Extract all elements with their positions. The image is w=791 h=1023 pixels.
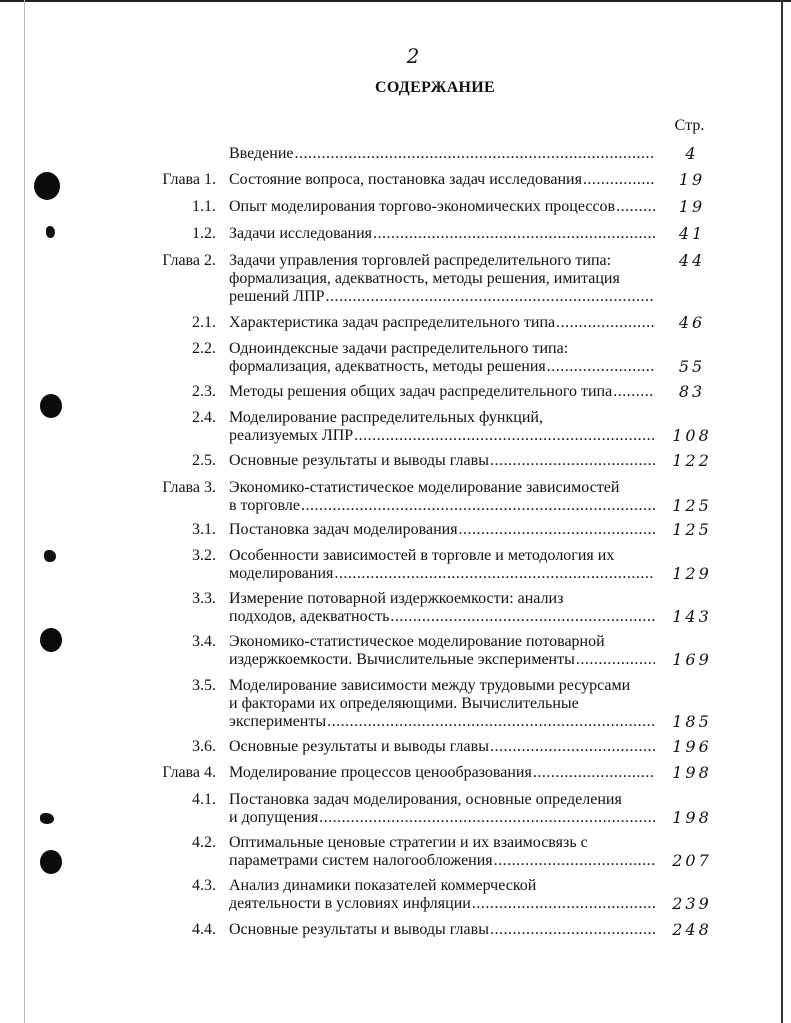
toc-entry-line (229, 791, 655, 809)
toc-entry-title: Постановка задач моделирования (229, 521, 458, 538)
toc-entry-number: Глава 1. (162, 171, 216, 188)
toc-entry-title: издержкоемкости. Вычислительные эксперименты (229, 651, 575, 668)
toc-entry-number: 4.2. (192, 834, 216, 851)
toc-entry-number: 3.3. (192, 590, 216, 607)
toc-entry-page: 196 (672, 737, 712, 756)
toc-entry-page: 46 (678, 313, 706, 332)
toc-entry-page: 207 (672, 851, 712, 870)
toc-entry-line (229, 288, 655, 306)
scan-edge-top (0, 0, 791, 2)
toc-entry-line (229, 225, 655, 243)
toc-entry-line (229, 921, 655, 939)
toc-entry-number: 2.3. (192, 383, 216, 400)
toc-entry-title: Характеристика задач распределительного типа (229, 314, 556, 331)
toc-entry-title: Экономико-статистическое моделирование потоварной (229, 633, 605, 650)
toc-entry-page: 239 (672, 894, 712, 913)
binder-hole-mark (40, 628, 62, 652)
dot-leader (533, 764, 655, 782)
toc-entry-title: параметрами систем налогообложения (229, 852, 493, 869)
toc-entry-title: Задачи управления торговлей распределительного типа: (229, 252, 612, 269)
toc-entry-title: Оптимальные ценовые стратегии и их взаимосвязь с (229, 834, 588, 851)
toc-entry-line (229, 314, 655, 332)
toc-entry-number: 4.4. (192, 921, 216, 938)
toc-entry-number: 1.1. (192, 198, 216, 215)
toc-entry-title: Опыт моделирования торгово-экономических процессов (229, 198, 616, 215)
toc-entry-page: 198 (672, 763, 712, 782)
toc-entry-number: 4.3. (192, 877, 216, 894)
dot-leader (576, 651, 655, 669)
toc-entry-line (229, 145, 655, 163)
page-title: СОДЕРЖАНИЕ (374, 79, 496, 96)
toc-entry-title: Моделирование процессов ценообразования (229, 764, 532, 781)
toc-entry-line (229, 427, 655, 445)
toc-entry-line (229, 852, 655, 870)
toc-entry-number: 1.2. (192, 225, 216, 242)
toc-entry-page: 44 (678, 251, 706, 270)
toc-entry-title: подходов, адекватность (229, 608, 390, 625)
toc-entry-number: 2.2. (192, 340, 216, 357)
toc-entry-page: 248 (672, 920, 712, 939)
toc-entry-page: 19 (678, 170, 706, 189)
toc-entry-title: Введение (229, 145, 294, 162)
toc-entry-title: решений ЛПР (229, 288, 325, 305)
dot-leader (613, 383, 655, 401)
toc-entry-line (229, 171, 655, 189)
toc-entry-line (229, 633, 655, 651)
toc-entry-title: формализация, адекватность, методы решения, имитация (229, 270, 620, 287)
dot-leader (556, 314, 655, 332)
toc-entry-line (229, 877, 655, 895)
toc-entry-number: 2.4. (192, 409, 216, 426)
dot-leader (494, 852, 655, 870)
page-column-header: Стр. (674, 117, 705, 134)
toc-entry-page: 4 (685, 144, 699, 163)
toc-entry-line (229, 834, 655, 852)
toc-entry-line (229, 738, 655, 756)
dot-leader (354, 427, 655, 445)
toc-entry-line (229, 895, 655, 913)
dot-leader (490, 738, 655, 756)
toc-entry-line (229, 521, 655, 539)
binder-hole-mark (34, 172, 60, 200)
toc-entry-title: Моделирование распределительных функций, (229, 409, 543, 426)
toc-entry-title: Методы решения общих задач распределительного типа (229, 383, 613, 400)
toc-entry-number: 3.6. (192, 738, 216, 755)
dot-leader (490, 452, 655, 470)
toc-entry-title: и факторами их определяющими. Вычислительные (229, 695, 579, 712)
toc-entry-line (229, 809, 655, 827)
toc-entry-number: 3.2. (192, 547, 216, 564)
toc-entry-line (229, 198, 655, 216)
toc-entry-page: 143 (672, 607, 712, 626)
toc-entry-title: в торговле (229, 497, 300, 514)
toc-entry-title: Основные результаты и выводы главы (229, 452, 489, 469)
toc-entry-title: Одноиндексные задачи распределительного типа: (229, 340, 569, 357)
binder-hole-mark (40, 850, 62, 874)
toc-entry-line (229, 479, 655, 497)
toc-entry-line (229, 565, 655, 583)
toc-entry-title: Основные результаты и выводы главы (229, 738, 489, 755)
page-number: 2 (406, 44, 420, 68)
dot-leader (319, 809, 655, 827)
toc-entry-page: 169 (672, 650, 712, 669)
dot-leader (490, 921, 655, 939)
toc-entry-number: 3.4. (192, 633, 216, 650)
toc-entry-title: Основные результаты и выводы главы (229, 921, 489, 938)
toc-entry-line (229, 383, 655, 401)
toc-entry-number: 2.5. (192, 452, 216, 469)
toc-entry-line (229, 608, 655, 626)
scan-edge-right (781, 0, 783, 1023)
toc-entry-title: формализация, адекватность, методы решения (229, 358, 546, 375)
toc-entry-number: 3.1. (192, 521, 216, 538)
toc-entry-line (229, 270, 655, 288)
toc-entry-line (229, 677, 655, 695)
toc-entry-title: Задачи исследования (229, 225, 373, 242)
toc-entry-line (229, 547, 655, 565)
toc-entry-page: 83 (678, 382, 706, 401)
toc-entry-page: 41 (678, 224, 706, 243)
dot-leader (327, 713, 655, 731)
toc-entry-title: Анализ динамики показателей коммерческой (229, 877, 537, 894)
toc-entry-title: Особенности зависимостей в торговле и методология их (229, 547, 615, 564)
toc-entry-line (229, 452, 655, 470)
dot-leader (616, 198, 655, 216)
toc-entry-title: эксперименты (229, 713, 327, 730)
toc-entry-number: Глава 4. (162, 764, 216, 781)
ink-smudge (40, 813, 54, 824)
dot-leader (547, 358, 655, 376)
toc-entry-line (229, 358, 655, 376)
dot-leader (373, 225, 655, 243)
toc-entry-line (229, 340, 655, 358)
scan-edge-left (24, 0, 25, 1023)
toc-entry-page: 185 (672, 712, 712, 731)
dot-leader (390, 608, 655, 626)
toc-entry-title: моделирования (229, 565, 334, 582)
toc-entry-line (229, 651, 655, 669)
toc-entry-title: и допущения (229, 809, 319, 826)
dot-leader (459, 521, 655, 539)
toc-entry-page: 198 (672, 808, 712, 827)
toc-entry-title: Измерение потоварной издержкоемкости: анализ (229, 590, 564, 607)
toc-entry-line (229, 497, 655, 515)
toc-entry-number: 3.5. (192, 677, 216, 694)
dot-leader (301, 497, 655, 515)
toc-entry-line (229, 409, 655, 427)
toc-entry-line (229, 695, 655, 713)
toc-entry-page: 125 (672, 520, 712, 539)
dot-leader (295, 145, 656, 163)
toc-entry-page: 108 (672, 426, 712, 445)
dot-leader (472, 895, 655, 913)
toc-entry-title: Экономико-статистическое моделирование зависимостей (229, 479, 620, 496)
toc-entry-number: Глава 3. (162, 479, 216, 496)
toc-entry-number: Глава 2. (162, 252, 216, 269)
ink-smudge (46, 226, 55, 238)
toc-entry-line (229, 764, 655, 782)
toc-entry-page: 122 (672, 451, 712, 470)
toc-entry-title: Состояние вопроса, постановка задач исследования (229, 171, 582, 188)
toc-entry-page: 19 (678, 197, 706, 216)
toc-entry-page: 55 (678, 357, 706, 376)
toc-entry-number: 2.1. (192, 314, 216, 331)
binder-hole-mark (40, 394, 62, 418)
toc-entry-title: Моделирование зависимости между трудовыми ресурсами (229, 677, 631, 694)
toc-entry-line (229, 252, 655, 270)
toc-entry-title: Постановка задач моделирования, основные определения (229, 791, 622, 808)
ink-smudge (44, 550, 56, 562)
dot-leader (334, 565, 655, 583)
toc-entry-number: 4.1. (192, 791, 216, 808)
toc-entry-title: деятельности в условиях инфляции (229, 895, 471, 912)
toc-entry-line (229, 590, 655, 608)
toc-entry-page: 125 (672, 496, 712, 515)
toc-entry-title: реализуемых ЛПР (229, 427, 354, 444)
toc-entry-page: 129 (672, 564, 712, 583)
dot-leader (326, 288, 655, 306)
toc-entry-line (229, 713, 655, 731)
dot-leader (583, 171, 655, 189)
